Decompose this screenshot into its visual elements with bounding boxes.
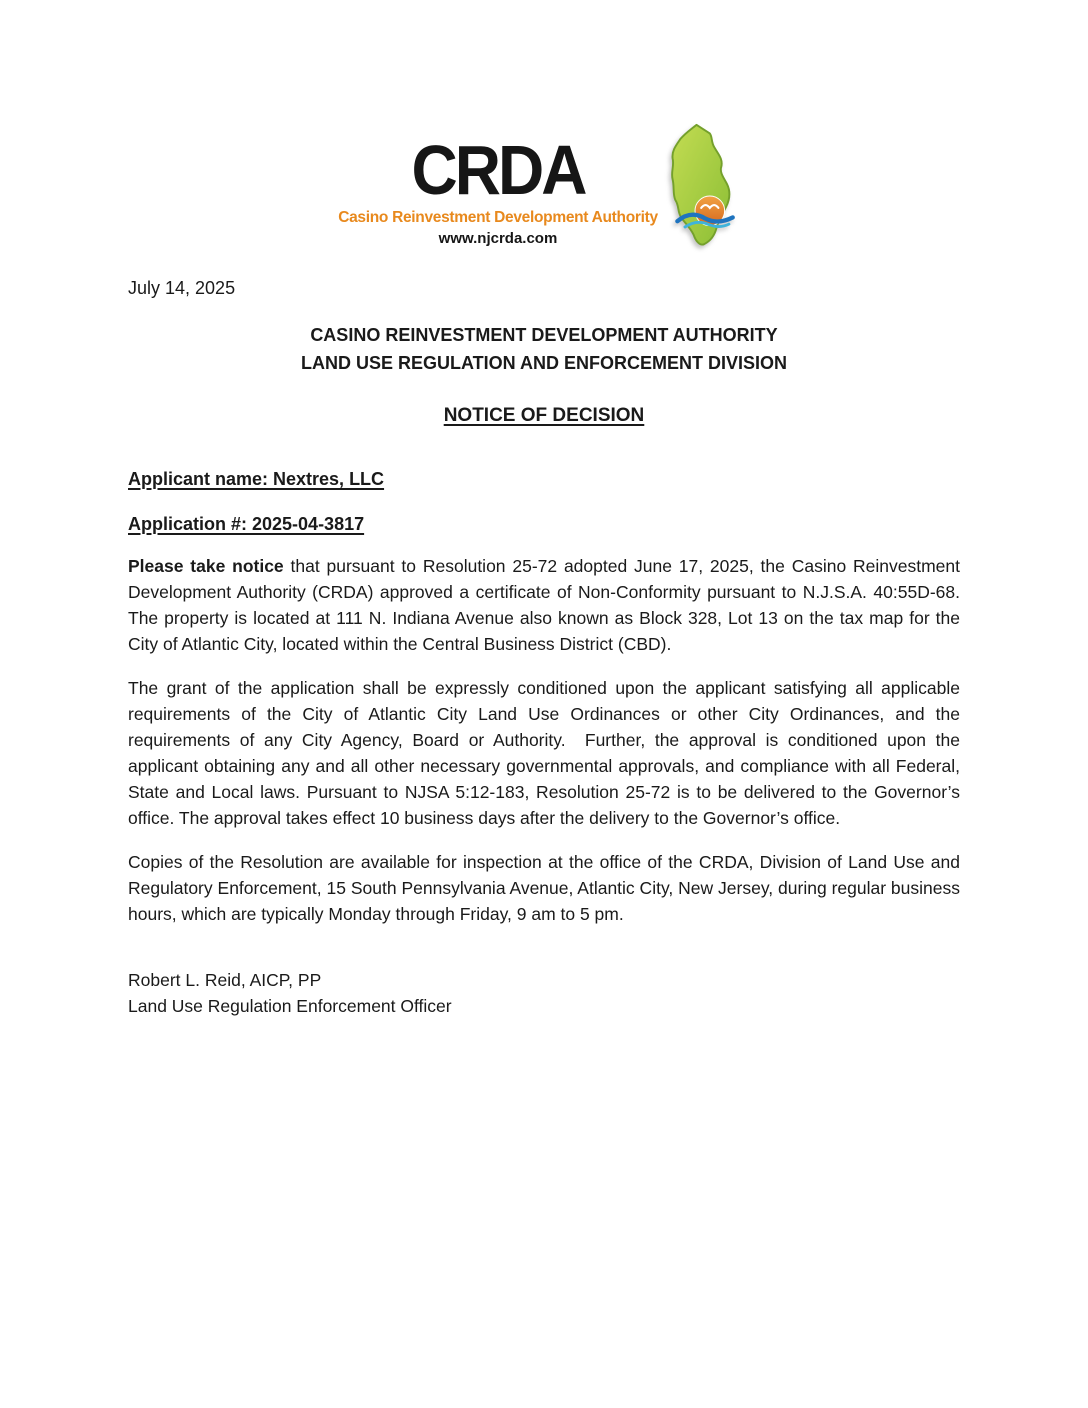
crda-logo-acronym: CRDA [411, 131, 585, 210]
paragraph-please-take-notice [128, 553, 975, 657]
applicant-name-row [128, 469, 960, 490]
crda-logo-text-block [338, 122, 658, 247]
org-name-line: CASINO REINVESTMENT DEVELOPMENT AUTHORITY [310, 325, 778, 345]
crda-logo-website: www.njcrda.com [438, 229, 558, 247]
signature-title: Land Use Regulation Enforcement Officer [128, 996, 452, 1016]
letter-date: July 14, 2025 [128, 278, 236, 298]
paragraph-grant-conditions: The grant of the application shall be expressly conditioned upon the applicant satisfying all applicable requirements of the City of Atlantic City Land Use Ordinances or other City Ordinances, and the requirements of any City Agency, Board or Authority. Further, the approval is conditioned upon the applicant obtaining any and all other necessary governmental approvals, and compliance with all Federal, State and Local laws. Pursuant to NJSA 5:12-183, Resolution 25-72 is to be delivered to the Governor’s office. The approval takes effect 10 business days after the delivery to the Governor’s office. [128, 678, 965, 828]
crda-logo [128, 0, 960, 248]
applicant-name-line: Applicant name: Nextres, LLC [128, 469, 385, 489]
org-heading [128, 321, 960, 377]
notice-of-decision-title: NOTICE OF DECISION [443, 405, 645, 426]
application-number-row [128, 514, 960, 535]
notice-title-row [128, 405, 960, 427]
signature-name: Robert L. Reid, AICP, PP [128, 970, 322, 990]
paragraph1-body-text: that pursuant to Resolution 25-72 adopted June 17, 2025, the Casino Reinvestment Development Authority (CRDA) approved a certificate of Non-Conformity pursuant to N.J.S.A. 40:55D-68. The property is located at 111 N. Indiana Avenue also known as Block 328, Lot 13 on the tax map for the City of Atlantic City, located within the Central Business District (CBD). [128, 556, 975, 654]
paragraph-copies-available: Copies of the Resolution are available for inspection at the office of the CRDA, Division of Land Use and Regulatory Enforcement, 15 South Pennsylvania Avenue, Atlantic City, New Jersey, during regular business hours, which are typically Monday through Friday, 9 am to 5 pm. [128, 852, 965, 924]
application-number-line: Application #: 2025-04-3817 [128, 514, 365, 534]
signature-block [128, 967, 960, 1019]
please-take-notice-lead: Please take notice [128, 556, 284, 576]
new-jersey-state-icon [662, 122, 750, 248]
crda-logo-tagline: Casino Reinvestment Development Authority [338, 208, 658, 226]
division-name-line: LAND USE REGULATION AND ENFORCEMENT DIVISION [300, 353, 787, 373]
